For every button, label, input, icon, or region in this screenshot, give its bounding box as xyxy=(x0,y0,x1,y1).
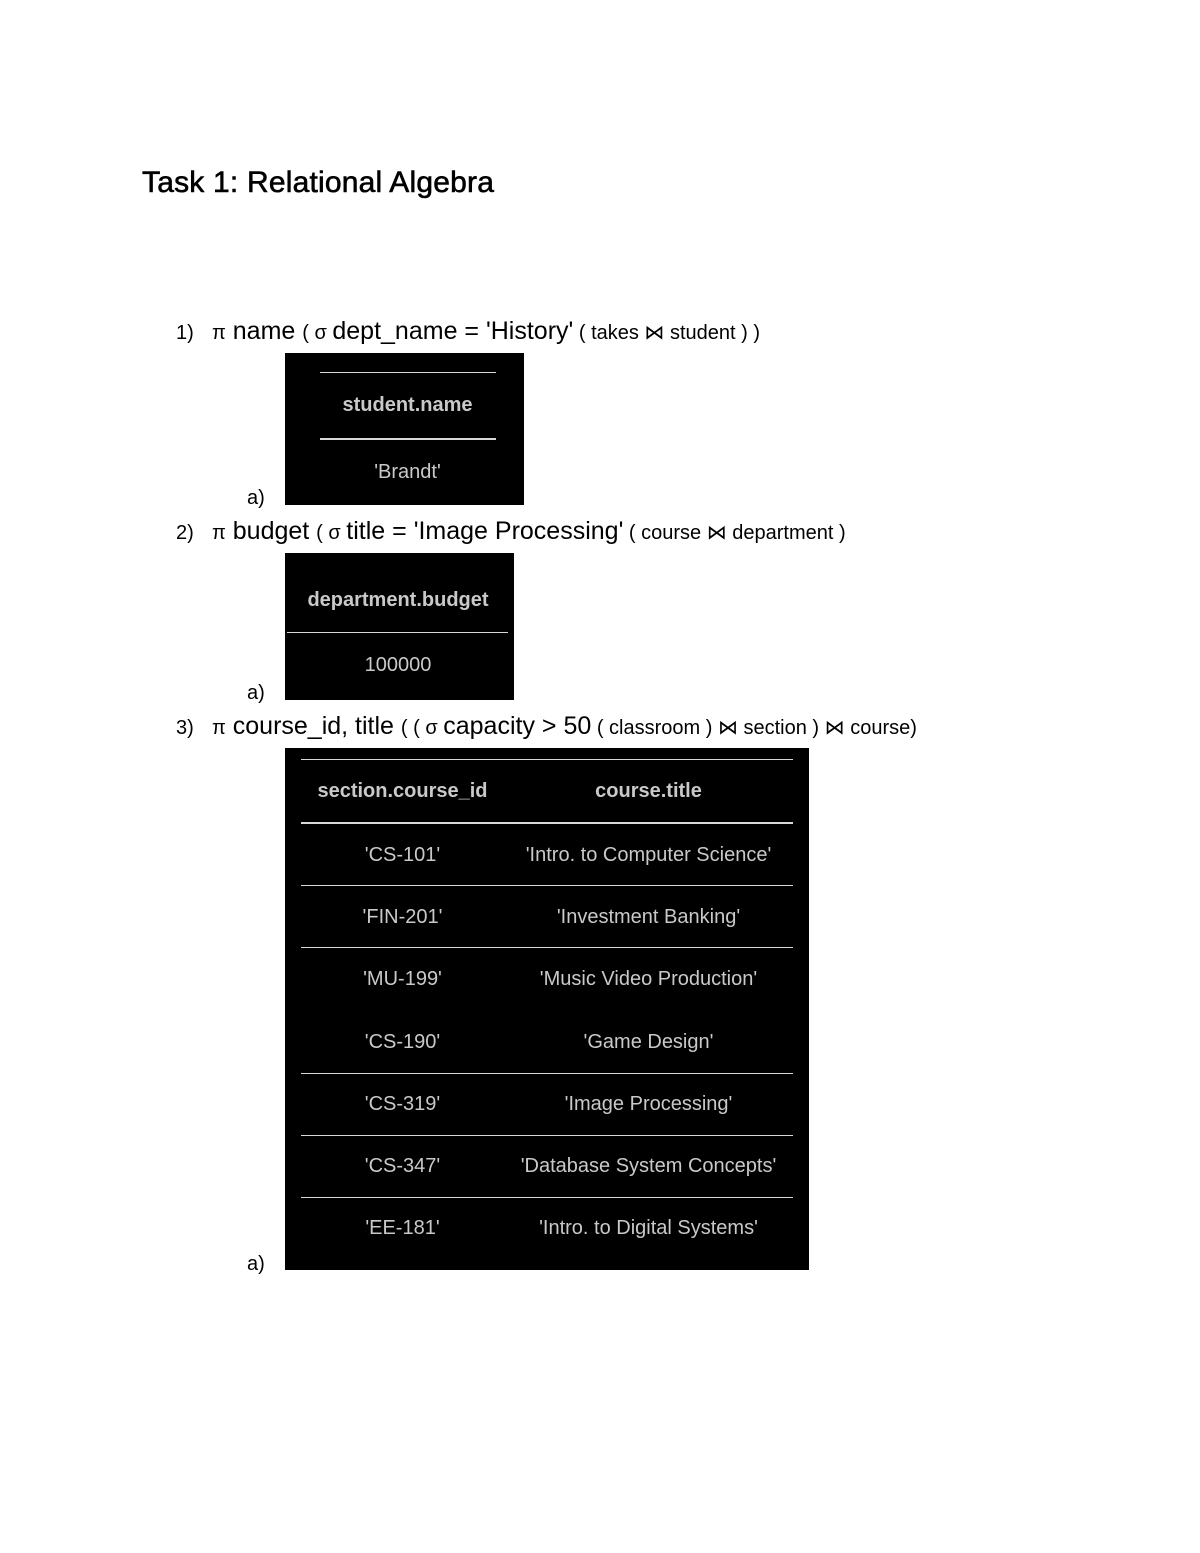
projection-attributes: name xyxy=(225,317,303,345)
relation-expression: ( course ⋈ department ) xyxy=(623,522,846,544)
result-table-1 xyxy=(285,353,524,505)
projection-attributes: budget xyxy=(225,517,317,545)
question-number: 2) xyxy=(176,522,194,544)
table-cell: 'Game Design' xyxy=(583,1031,714,1053)
answer-label: a) xyxy=(247,682,265,704)
selection-open: ( σ xyxy=(316,522,347,544)
selection-condition: capacity > 50 xyxy=(443,712,592,740)
table-cell: 'Brandt' xyxy=(374,461,441,483)
page-title: Task 1: Relational Algebra xyxy=(142,166,495,199)
result-table-2 xyxy=(285,553,514,700)
selection-open: ( ( σ xyxy=(400,717,444,739)
table-cell: 'CS-319' xyxy=(364,1093,441,1115)
table-rule xyxy=(301,822,793,824)
relation-expression: ( classroom ) ⋈ section ) ⋈ course) xyxy=(591,717,917,739)
table-cell: 'Investment Banking' xyxy=(556,906,741,928)
table-rule xyxy=(301,1073,793,1074)
table-rule xyxy=(320,372,496,373)
table-rule xyxy=(301,885,793,886)
question-2 xyxy=(176,516,846,548)
relation-expression: ( takes ⋈ student ) ) xyxy=(573,322,761,344)
column-header: student.name xyxy=(342,394,473,416)
question-1 xyxy=(176,316,760,348)
selection-condition: title = 'Image Processing' xyxy=(346,517,624,545)
column-header: section.course_id xyxy=(317,780,488,802)
question-number: 3) xyxy=(176,717,194,739)
table-cell: 'CS-190' xyxy=(364,1031,441,1053)
table-rule xyxy=(301,1135,793,1136)
table-cell: 'Music Video Production' xyxy=(539,968,758,990)
table-rule xyxy=(301,759,793,760)
answer-label: a) xyxy=(247,1253,265,1275)
table-rule xyxy=(301,947,793,948)
table-cell: 'Database System Concepts' xyxy=(520,1155,777,1177)
table-rule xyxy=(320,438,496,440)
column-header: course.title xyxy=(595,780,702,802)
question-number: 1) xyxy=(176,322,194,344)
projection-symbol: π xyxy=(212,322,226,344)
table-cell: 'CS-101' xyxy=(364,844,441,866)
answer-label: a) xyxy=(247,487,265,509)
table-cell: 'Intro. to Digital Systems' xyxy=(539,1217,758,1239)
question-3 xyxy=(176,711,917,743)
selection-open: ( σ xyxy=(302,322,333,344)
table-cell: 'EE-181' xyxy=(365,1217,440,1239)
table-cell: 'Image Processing' xyxy=(564,1093,733,1115)
selection-condition: dept_name = 'History' xyxy=(332,317,574,345)
table-cell: 100000 xyxy=(364,654,432,676)
table-cell: 'Intro. to Computer Science' xyxy=(525,844,772,866)
projection-attributes: course_id, title xyxy=(225,712,401,740)
table-cell: 'MU-199' xyxy=(363,968,442,990)
table-cell: 'CS-347' xyxy=(364,1155,441,1177)
column-header: department.budget xyxy=(307,589,489,611)
table-rule xyxy=(287,632,508,633)
table-cell: 'FIN-201' xyxy=(362,906,443,928)
result-table-3 xyxy=(285,748,809,1270)
projection-symbol: π xyxy=(212,717,226,739)
projection-symbol: π xyxy=(212,522,226,544)
table-rule xyxy=(301,1197,793,1198)
